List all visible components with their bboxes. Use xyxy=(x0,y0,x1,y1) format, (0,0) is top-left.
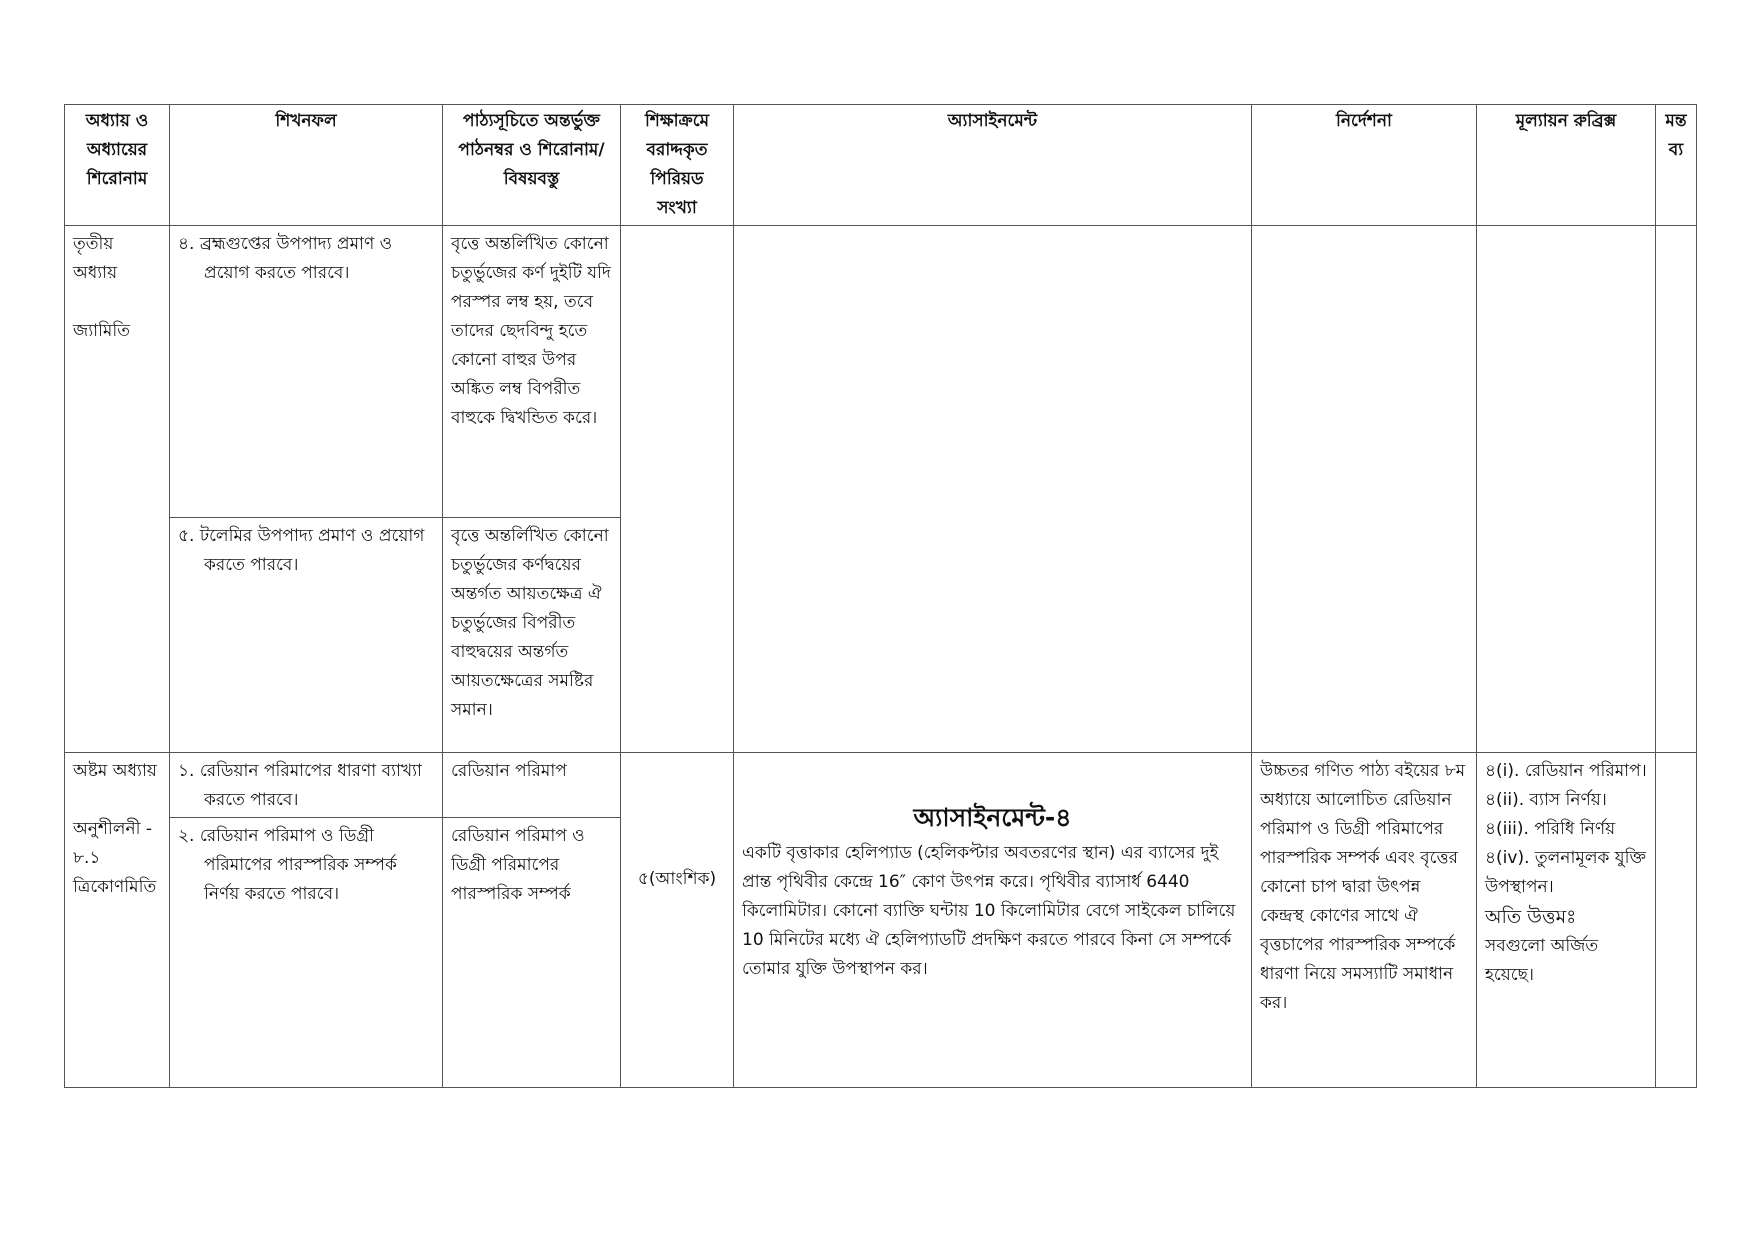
table-row xyxy=(65,226,1697,518)
learning-outcome: ১. রেডিয়ান পরিমাপের ধারণা ব্যাখ্যা করতে পারবে। xyxy=(178,761,422,810)
guideline-cell xyxy=(1252,226,1477,753)
remarks-cell xyxy=(1656,226,1697,753)
content-cell: বৃত্তে অন্তর্লিখিত কোনো চতুর্ভুজের কর্ণ দুইটি যদি পরস্পর লম্ব হয়, তবে তাদের ছেদবিন্দু হতে কোনো বাহুর উপর অঙ্কিত লম্ব বিপরীত বাহুকে দ্বিখন্ডিত করে। xyxy=(443,226,621,518)
outcome-cell xyxy=(170,518,443,753)
chapter-title: জ্যামিতি xyxy=(73,321,130,341)
chapter-title: অনুশীলনী - ৮.১ ত্রিকোণমিতি xyxy=(73,819,157,897)
rubric-item: ৪(iii). পরিধি নির্ণয় xyxy=(1485,819,1616,839)
header-learning-outcome: শিখনফল xyxy=(170,105,443,226)
outcome-cell xyxy=(170,226,443,518)
period-cell xyxy=(621,226,734,753)
chapter-number: তৃতীয় অধ্যায় xyxy=(73,234,118,283)
rubric-cell xyxy=(1477,226,1656,753)
remarks-cell xyxy=(1656,753,1697,1088)
header-row xyxy=(65,105,1697,226)
rubric-item: ৪(i). রেডিয়ান পরিমাপ। xyxy=(1485,761,1647,781)
rubric-item: ৪(iv). তুলনামূলক যুক্তি উপস্থাপন। xyxy=(1485,848,1646,897)
header-guideline: নির্দেশনা xyxy=(1252,105,1477,226)
chapter-cell xyxy=(65,226,170,753)
header-rubric: মূল্যায়ন রুব্রিক্স xyxy=(1477,105,1656,226)
table-row xyxy=(65,753,1697,818)
assignment-cell xyxy=(734,753,1252,1088)
guideline-cell: উচ্চতর গণিত পাঠ্য বইয়ের ৮ম অধ্যায়ে আলোচিত রেডিয়ান পরিমাপ ও ডিগ্রী পরিমাপের পারস্পরিক সম্পর্ক এবং বৃত্তের কোনো চাপ দ্বারা উৎপন্ন কেন্দ্রস্থ কোণের সাথে ঐ বৃত্তচাপের পারস্পরিক সম্পর্কে ধারণা নিয়ে সমস্যাটি সমাধান কর। xyxy=(1252,753,1477,1088)
period-cell: ৫(আংশিক) xyxy=(621,753,734,1088)
outcome-cell xyxy=(170,753,443,818)
content-cell: রেডিয়ান পরিমাপ xyxy=(443,753,621,818)
rubric-grade-text: সবগুলো অর্জিত হয়েছে। xyxy=(1485,936,1599,985)
lesson-plan-table xyxy=(64,104,1697,1088)
header-assignment: অ্যাসাইনমেন্ট xyxy=(734,105,1252,226)
outcome-cell xyxy=(170,818,443,1088)
chapter-number: অষ্টম অধ্যায় xyxy=(73,761,157,781)
content-cell: বৃত্তে অন্তর্লিখিত কোনো চতুর্ভুজের কর্ণদ্বয়ের অন্তর্গত আয়তক্ষেত্র ঐ চতুর্ভুজের বিপরীত বাহুদ্বয়ের অন্তর্গত আয়তক্ষেত্রের সমষ্টির সমান। xyxy=(443,518,621,753)
header-chapter: অধ্যায় ও অধ্যায়ের শিরোনাম xyxy=(65,105,170,226)
header-content: পাঠ্যসূচিতে অন্তর্ভুক্ত পাঠনম্বর ও শিরোনাম/ বিষয়বস্তু xyxy=(443,105,621,226)
learning-outcome: ২. রেডিয়ান পরিমাপ ও ডিগ্রী পরিমাপের পারস্পরিক সম্পর্ক নির্ণয় করতে পারবে। xyxy=(178,826,397,904)
assignment-body: একটি বৃত্তাকার হেলিপ্যাড (হেলিকপ্টার অবতরণের স্থান) এর ব্যাসের দুই প্রান্ত পৃথিবীর কেন্দ্রে 16″ কোণ উৎপন্ন করে। পৃথিবীর ব্যাসার্ধ 6440 কিলোমিটার। কোনো ব্যাক্তি ঘন্টায় 10 কিলোমিটার বেগে সাইকেল চালিয়ে 10 মিনিটের মধ্যে ঐ হেলিপ্যাডটি প্রদক্ষিণ করতে পারবে কিনা সে সম্পর্কে তোমার যুক্তি উপস্থাপন কর। xyxy=(742,843,1236,979)
learning-outcome: ৫. টলেমির উপপাদ্য প্রমাণ ও প্রয়োগ করতে পারবে। xyxy=(178,526,425,575)
assignment-cell xyxy=(734,226,1252,753)
chapter-cell xyxy=(65,753,170,1088)
header-remarks: মন্তব্য xyxy=(1656,105,1697,226)
learning-outcome: ৪. ব্রহ্মগুপ্তের উপপাদ্য প্রমাণ ও প্রয়োগ করতে পারবে। xyxy=(178,234,393,283)
header-period: শিক্ষাক্রমে বরাদ্দকৃত পিরিয়ড সংখ্যা xyxy=(621,105,734,226)
rubric-grade-label: অতি উত্তমঃ xyxy=(1485,906,1577,928)
assignment-title: অ্যাসাইনমেন্ট-৪ xyxy=(913,803,1072,832)
content-cell: রেডিয়ান পরিমাপ ও ডিগ্রী পরিমাপের পারস্পরিক সম্পর্ক xyxy=(443,818,621,1088)
rubric-cell xyxy=(1477,753,1656,1088)
rubric-item: ৪(ii). ব্যাস নির্ণয়। xyxy=(1485,790,1607,810)
